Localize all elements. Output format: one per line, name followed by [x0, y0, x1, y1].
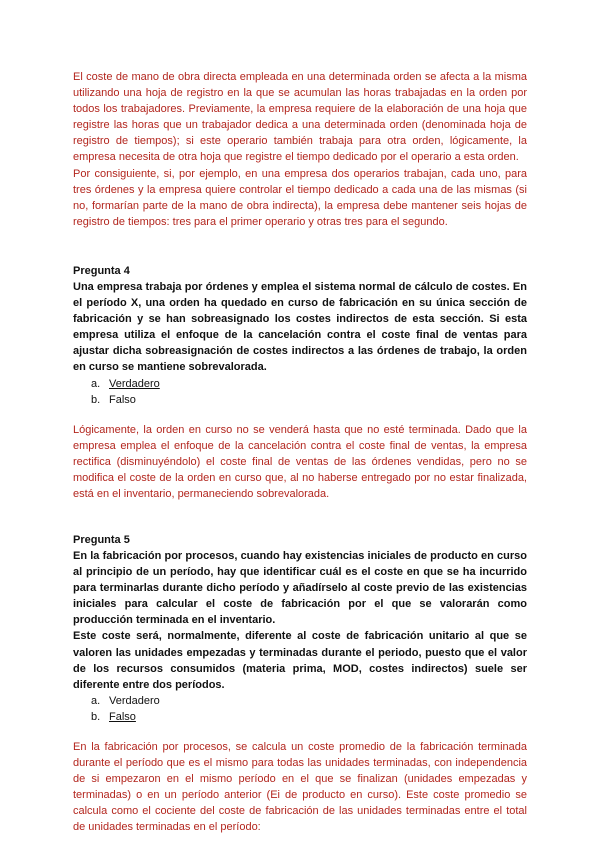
question-5-explanation: En la fabricación por procesos, se calcula un coste promedio de la fabricación terminada durante el período que es el mismo para todas las unidades terminadas, con independencia de si empezaron en el mismo período en el que se finalizan (unidades empezadas y terminadas) o en un período anterior (Ei de producto en curso). Este coste promedio se calcula como el cociente del coste de fabricación de las unidades terminadas entre el total de unidades terminadas en el período: [73, 740, 527, 834]
option-text: Verdadero [109, 694, 160, 707]
question-4-statement: Una empresa trabaja por órdenes y emplea el sistema normal de cálculo de costes. En el período X, una orden ha quedado en curso de fabricación en su única sección de fabricación y se han sobreasignado los costes indirectos de esta sección. Si esta empresa utiliza el enfoque de la cancelación contra el coste final de ventas para ajustar dicha sobreasignación de costes indirectos a las órdenes de trabajo, la orden en curso se mantiene sobrevalorada. [73, 280, 527, 374]
intro-paragraph-1: El coste de mano de obra directa empleada en una determinada orden se afecta a la misma utilizando una hoja de registro en la que se acumulan las horas trabajadas en la orden por todos los trabajadores. Previamente, la empresa requiere de la elaboración de una hoja que registre las horas que un trabajador dedica a una determinada orden (denominada hoja de registro de tiempos); si este operario también trabaja para otra orden, lógicamente, la empresa necesita de otra hoja que registre el tiempo dedicado por el operario a esta orden. [73, 71, 527, 164]
question-4-options [73, 376, 527, 408]
option-letter: b. [91, 393, 101, 406]
option-text-correct: Falso [109, 710, 136, 723]
option-letter: a. [91, 377, 101, 390]
question-5-statement-2: Este coste será, normalmente, diferente al coste de fabricación unitario al que se valoren las unidades empezadas y terminadas durante el periodo, puesto que el valor de los recursos consumidos (materia prima, MOD, costes indirectos) suele ser diferente entre dos períodos. [73, 630, 527, 691]
intro-paragraph-2: Por consiguiente, si, por ejemplo, en una empresa dos operarios trabajan, cada uno, para tres órdenes y la empresa quiere controlar el tiempo dedicado a cada una de las mismas (si no, formarían parte de la mano de obra indirecta), la empresa debe mantener seis hojas de registro de tiempos: tres para el primer operario y otras tres para el segundo. [73, 167, 527, 228]
question-5-options [73, 693, 527, 725]
question-4 [73, 263, 527, 502]
option-letter: a. [91, 694, 101, 707]
question-5-title: Pregunta 5 [73, 533, 130, 546]
question-5-statement: En la fabricación por procesos, cuando hay existencias iniciales de producto en curso al principio de un período, hay que identificar cuál es el coste en que se ha incurrido para terminarlas durante dicho período y añadírselo al coste previo de las existencias iniciales para calcular el coste de fabricación por el que se valorarán como producción terminada en el inventario. [73, 549, 527, 627]
question-5-option-b[interactable] [91, 709, 527, 725]
question-5 [73, 532, 527, 835]
question-5-option-a[interactable] [91, 693, 527, 709]
question-4-option-a[interactable] [91, 376, 527, 392]
question-4-explanation: Lógicamente, la orden en curso no se venderá hasta que no esté terminada. Dado que la empresa emplea el enfoque de la cancelación contra el coste final de ventas, la empresa rectifica (disminuyéndolo) el coste final de ventas de las órdenes vendidas, pero no se modifica el coste de la orden en curso que, al no haberse entregado por no estar finalizada, está en el inventario, permaneciendo sobrevalorada. [73, 423, 527, 500]
document-page [73, 69, 527, 835]
question-4-title: Pregunta 4 [73, 264, 130, 277]
option-text-correct: Verdadero [109, 377, 160, 390]
option-letter: b. [91, 710, 101, 723]
option-text: Falso [109, 393, 136, 406]
question-4-option-b[interactable] [91, 392, 527, 408]
